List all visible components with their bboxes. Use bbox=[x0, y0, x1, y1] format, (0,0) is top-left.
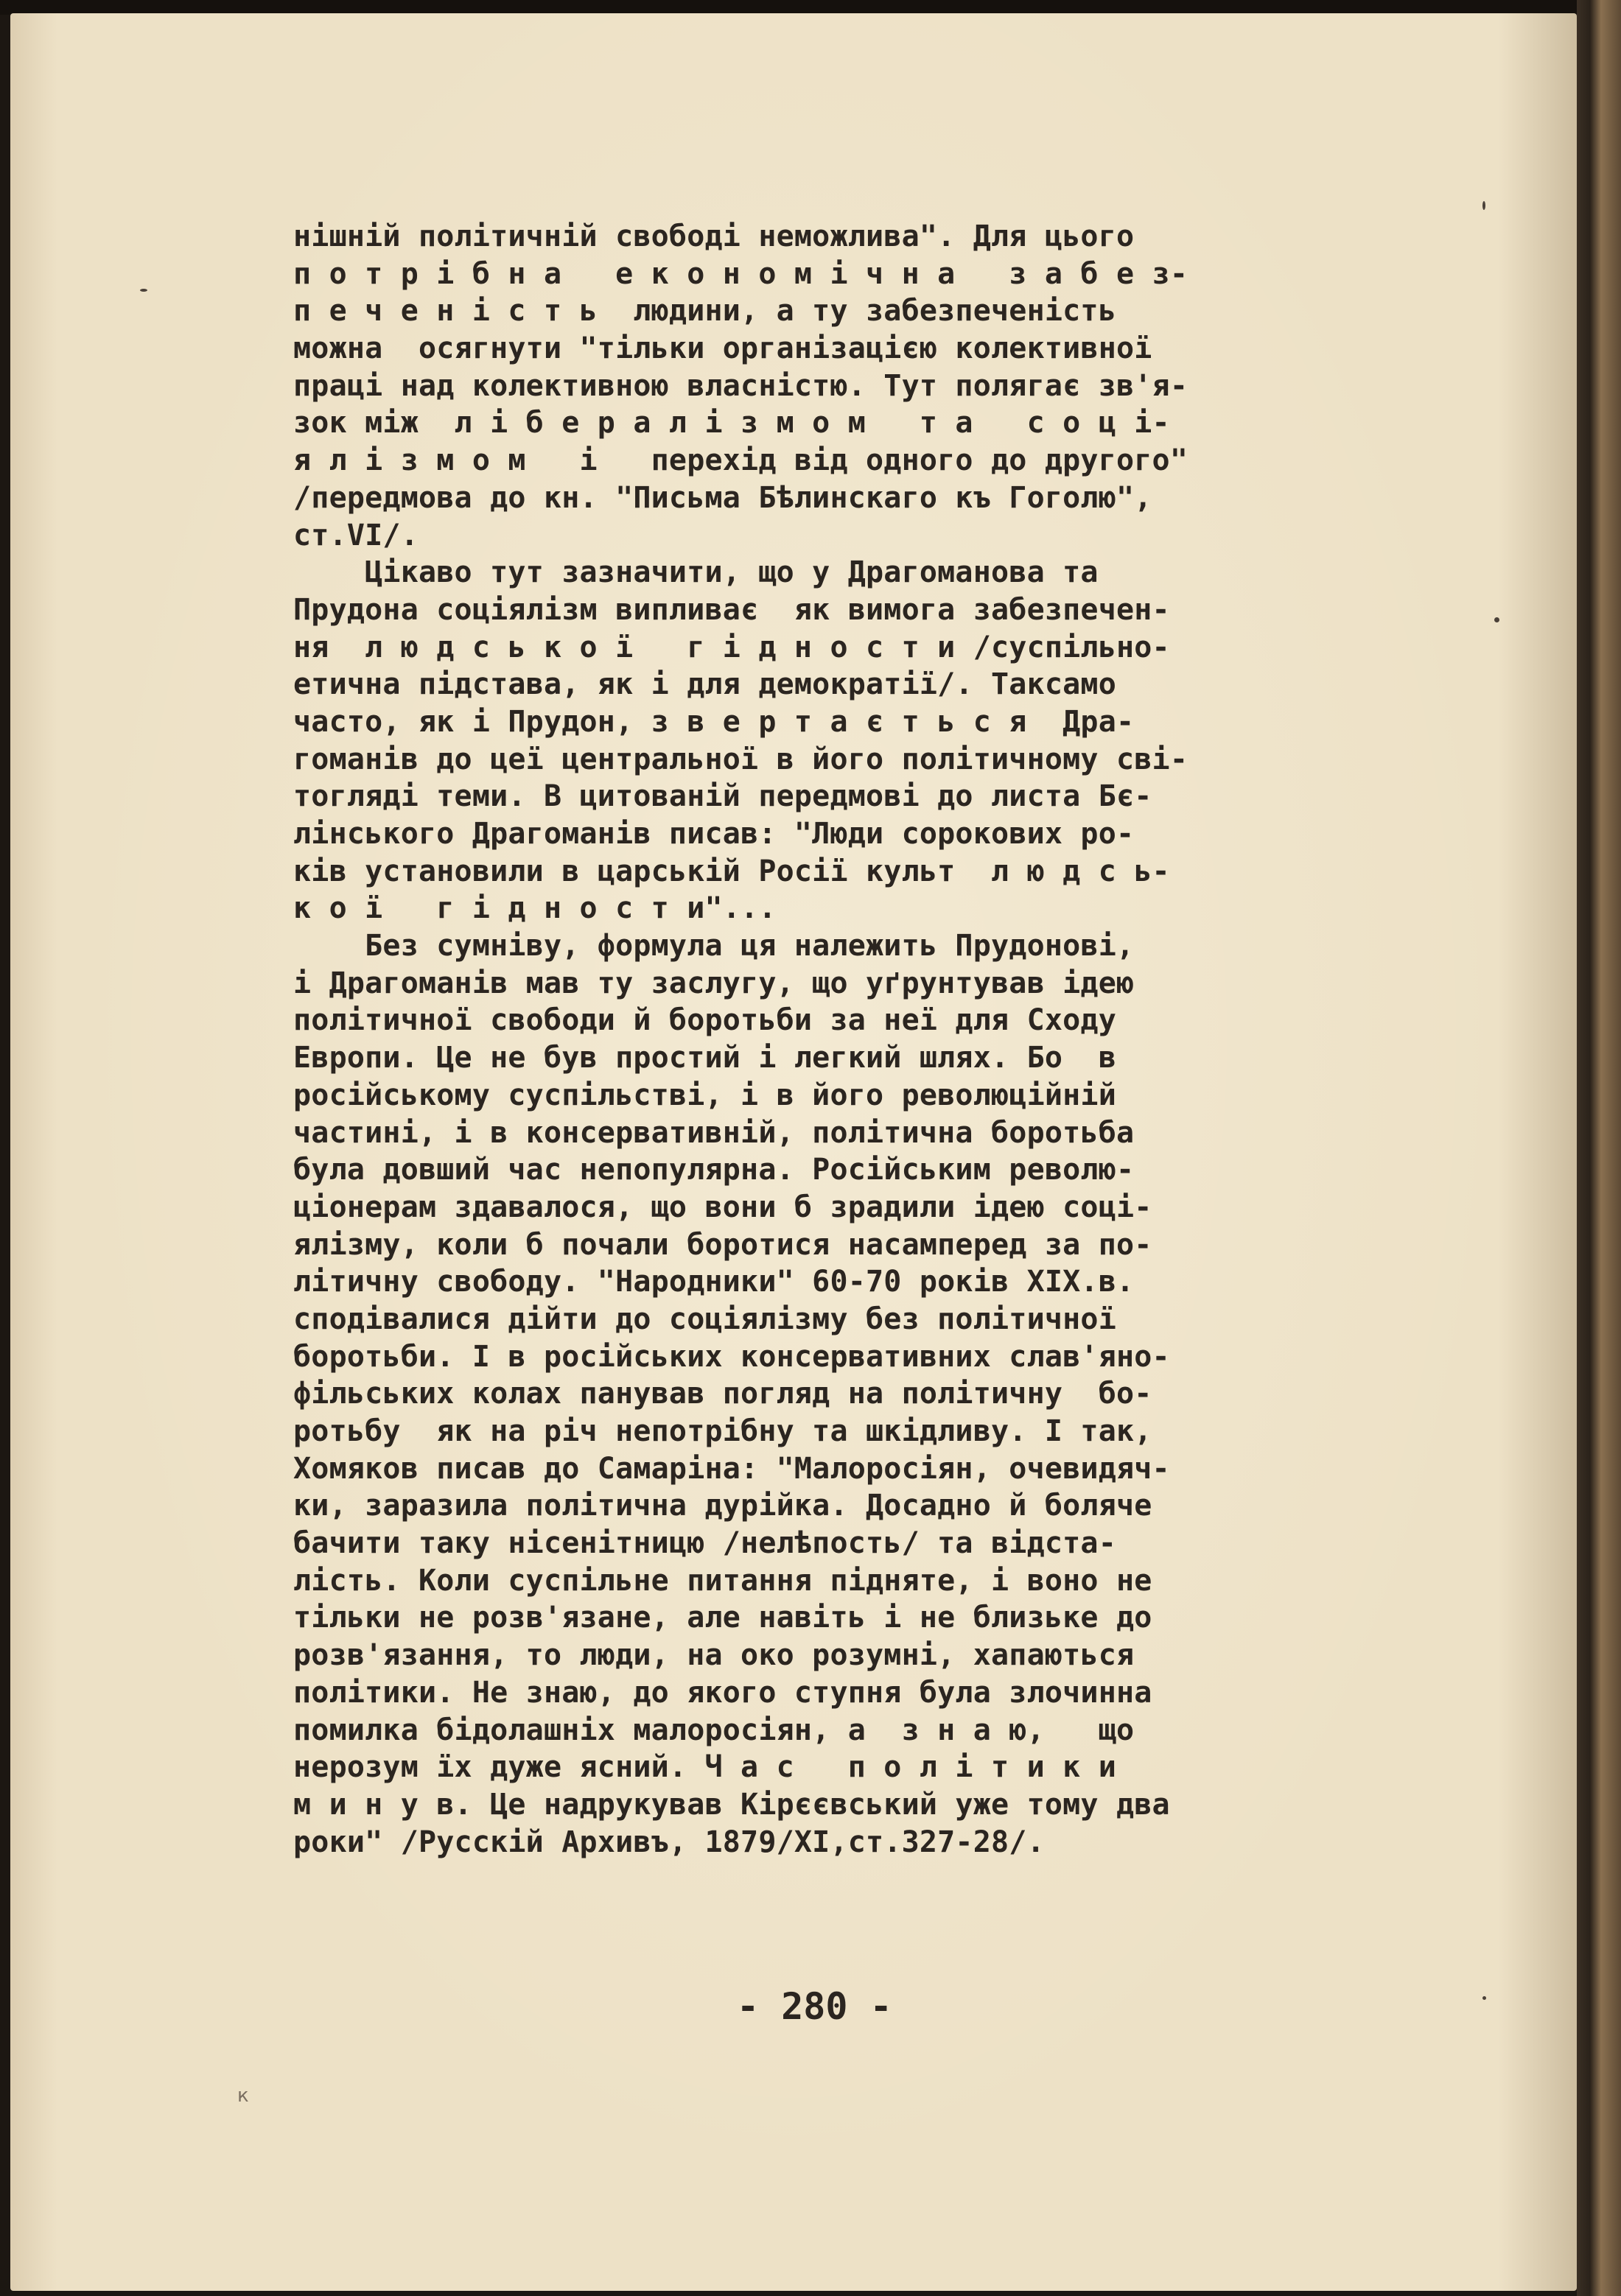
text-line: нерозум їх дуже ясний. Ч а с п о л і т и к и bbox=[293, 1750, 1116, 1785]
scan-speck bbox=[1482, 201, 1485, 210]
scan-top-edge bbox=[0, 0, 1621, 15]
text-line: Хомяков писав до Самаріна: "Малоросіян, очевидяч- bbox=[293, 1451, 1170, 1486]
text-line: зок між л і б е р а л і з м о м т а с о ц і- bbox=[293, 406, 1170, 440]
text-line: етична підстава, як і для демократії/. Таксамо bbox=[293, 667, 1116, 702]
text-line: ст.VI/. bbox=[293, 518, 419, 552]
text-line: м и н у в. Це надрукував Кірєєвський уже тому два bbox=[293, 1787, 1170, 1822]
text-line: Цікаво тут зазначити, що у Драгоманова та bbox=[293, 555, 1099, 590]
margin-mark: к bbox=[237, 2085, 249, 2107]
text-line: я л і з м о м і перехід від одного до другого" bbox=[293, 443, 1188, 478]
text-line: Европи. Це не був простий і легкий шлях. Бо в bbox=[293, 1041, 1116, 1075]
text-line: /передмова до кн. "Письма Бѣлинскаго къ Гоголю", bbox=[293, 480, 1152, 515]
text-line: сподівалися дійти до соціялізму без політичної bbox=[293, 1302, 1116, 1336]
text-line: частині, і в консервативній, політична боротьба bbox=[293, 1115, 1135, 1150]
text-line: помилка бідолашніх малоросіян, а з н а ю, що bbox=[293, 1713, 1135, 1747]
text-line: лінського Драгоманів писав: "Люди сорокових ро- bbox=[293, 817, 1135, 851]
text-line: ня л ю д с ь к о ї г і д н о с т и /суспільно- bbox=[293, 630, 1170, 664]
typewritten-text-block bbox=[293, 218, 1476, 1861]
text-line: фільських колах панував погляд на політичну бо- bbox=[293, 1377, 1152, 1411]
text-line: к о ї г і д н о с т и"... bbox=[293, 891, 777, 926]
text-line: праці над колективною власністю. Тут полягає зв'я- bbox=[293, 368, 1188, 403]
book-gutter bbox=[1577, 0, 1621, 2296]
text-line: часто, як і Прудон, з в е р т а є т ь с я Дра- bbox=[293, 704, 1135, 739]
text-line: можна осягнути "тільки організацією колективної bbox=[293, 331, 1152, 366]
text-line: тільки не розв'язане, але навіть і не близьке до bbox=[293, 1601, 1152, 1635]
text-line: лість. Коли суспільне питання підняте, і воно не bbox=[293, 1563, 1152, 1598]
text-line: п е ч е н і с т ь людини, а ту забезпеченість bbox=[293, 294, 1116, 329]
text-line: ків установили в царській Росії культ л ю д с ь- bbox=[293, 854, 1170, 888]
scan-speck bbox=[140, 289, 147, 292]
text-line: п о т р і б н а е к о н о м і ч н а з а б е з- bbox=[293, 256, 1188, 291]
text-line: ки, заразила політична дурійка. Досадно й боляче bbox=[293, 1489, 1152, 1523]
text-line: літичну свободу. "Народники" 60-70 років XIX.в. bbox=[293, 1265, 1135, 1299]
text-line: боротьби. І в російських консервативних слав'яно- bbox=[293, 1339, 1170, 1374]
text-line: ротьбу як на річ непотрібну та шкідливу. І так, bbox=[293, 1414, 1152, 1448]
text-line: гоманів до цеї центральної в його політичному сві- bbox=[293, 742, 1188, 776]
text-line: тогляді теми. В цитованій передмові до листа Бє- bbox=[293, 779, 1152, 814]
text-line: Без сумніву, формула ця належить Прудонові, bbox=[293, 929, 1135, 963]
text-line: бачити таку нісенітницю /нелѣпость/ та відста- bbox=[293, 1526, 1116, 1561]
page-number: - 280 - bbox=[737, 1985, 892, 2028]
text-line: нішній політичній свободі неможлива". Для цього bbox=[293, 220, 1135, 253]
text-line: Прудона соціялізм випливає як вимога забезпечен- bbox=[293, 592, 1170, 627]
text-line: роки" /Русскій Архивъ, 1879/XI,ст.327-28/. bbox=[293, 1825, 1045, 1859]
text-line: ялізму, коли б почали боротися насамперед за по- bbox=[293, 1227, 1152, 1262]
text-line: розв'язання, то люди, на око розумні, хапаються bbox=[293, 1638, 1135, 1673]
text-line: російському суспільстві, і в його революційній bbox=[293, 1078, 1116, 1112]
text-line: політичної свободи й боротьби за неї для Сходу bbox=[293, 1003, 1116, 1038]
scan-speck bbox=[1482, 1996, 1486, 2000]
scan-speck bbox=[1494, 617, 1499, 622]
text-line: політики. Не знаю, до якого ступня була злочинна bbox=[293, 1675, 1152, 1710]
text-line: ціонерам здавалося, що вони б зрадили ідею соці- bbox=[293, 1190, 1152, 1224]
text-line: була довший час непопулярна. Російським револю- bbox=[293, 1153, 1135, 1187]
text-line: і Драгоманів мав ту заслугу, що уґрунтував ідею bbox=[293, 966, 1135, 1000]
